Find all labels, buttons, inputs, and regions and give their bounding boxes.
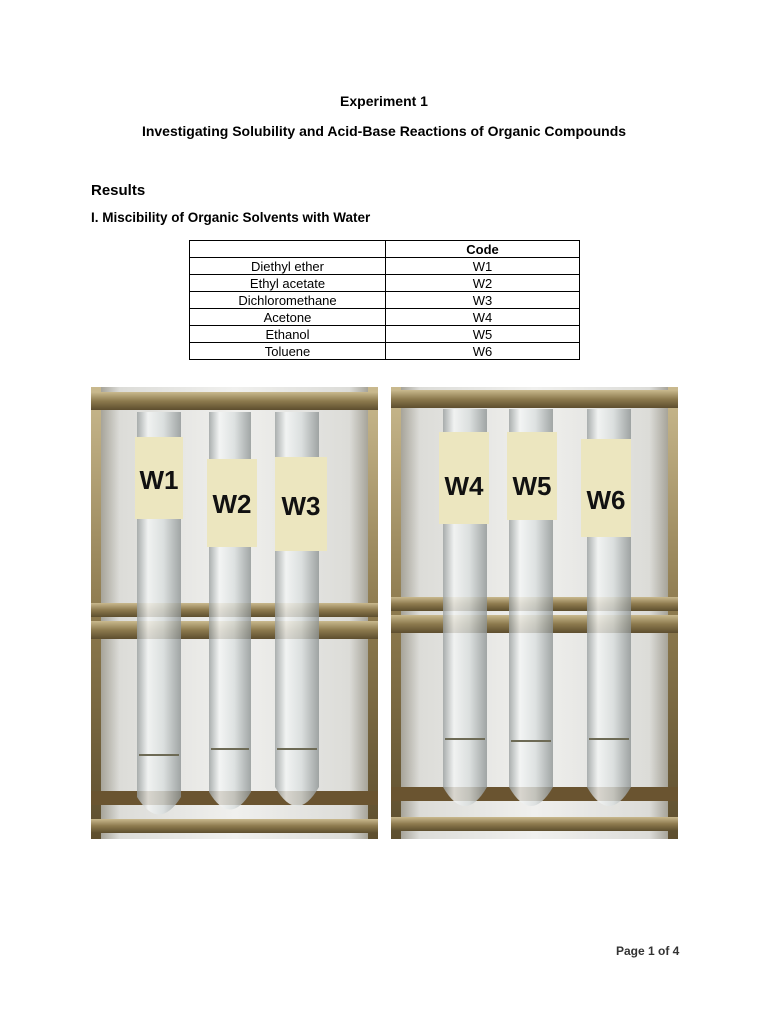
- solvent-code-table: [189, 240, 580, 360]
- code-cell: W5: [386, 326, 580, 343]
- table-row: [190, 309, 580, 326]
- page-number: Page 1 of 4: [616, 944, 680, 958]
- table-row: [190, 292, 580, 309]
- solvent-cell: Ethanol: [190, 326, 386, 343]
- experiment-title: Experiment 1: [340, 93, 428, 109]
- solvent-cell: Diethyl ether: [190, 258, 386, 275]
- table-row: [190, 343, 580, 360]
- solvent-cell: Dichloromethane: [190, 292, 386, 309]
- table-header-cell: Code: [386, 241, 580, 258]
- table-header-row: [190, 241, 580, 258]
- test-tube-photo-w1-w3: [91, 387, 378, 839]
- solvent-cell: Toluene: [190, 343, 386, 360]
- tube-label: W1: [139, 465, 179, 495]
- table-header-cell: [190, 241, 386, 258]
- tube-label: W6: [586, 485, 626, 515]
- code-cell: W1: [386, 258, 580, 275]
- solvent-cell: Ethyl acetate: [190, 275, 386, 292]
- code-cell: W2: [386, 275, 580, 292]
- table-row: [190, 258, 580, 275]
- table-row: [190, 326, 580, 343]
- tube-label: W5: [512, 471, 552, 501]
- code-cell: W6: [386, 343, 580, 360]
- tube-label: W2: [212, 489, 252, 519]
- code-cell: W4: [386, 309, 580, 326]
- table-row: [190, 275, 580, 292]
- document-title: Investigating Solubility and Acid-Base Reactions of Organic Compounds: [141, 123, 627, 139]
- code-cell: W3: [386, 292, 580, 309]
- section-heading: I. Miscibility of Organic Solvents with Water: [91, 210, 371, 225]
- solvent-cell: Acetone: [190, 309, 386, 326]
- results-heading: Results: [91, 182, 146, 199]
- tube-label: W4: [444, 471, 484, 501]
- test-tube-photo-w4-w6: [391, 387, 678, 839]
- tube-label: W3: [281, 491, 321, 521]
